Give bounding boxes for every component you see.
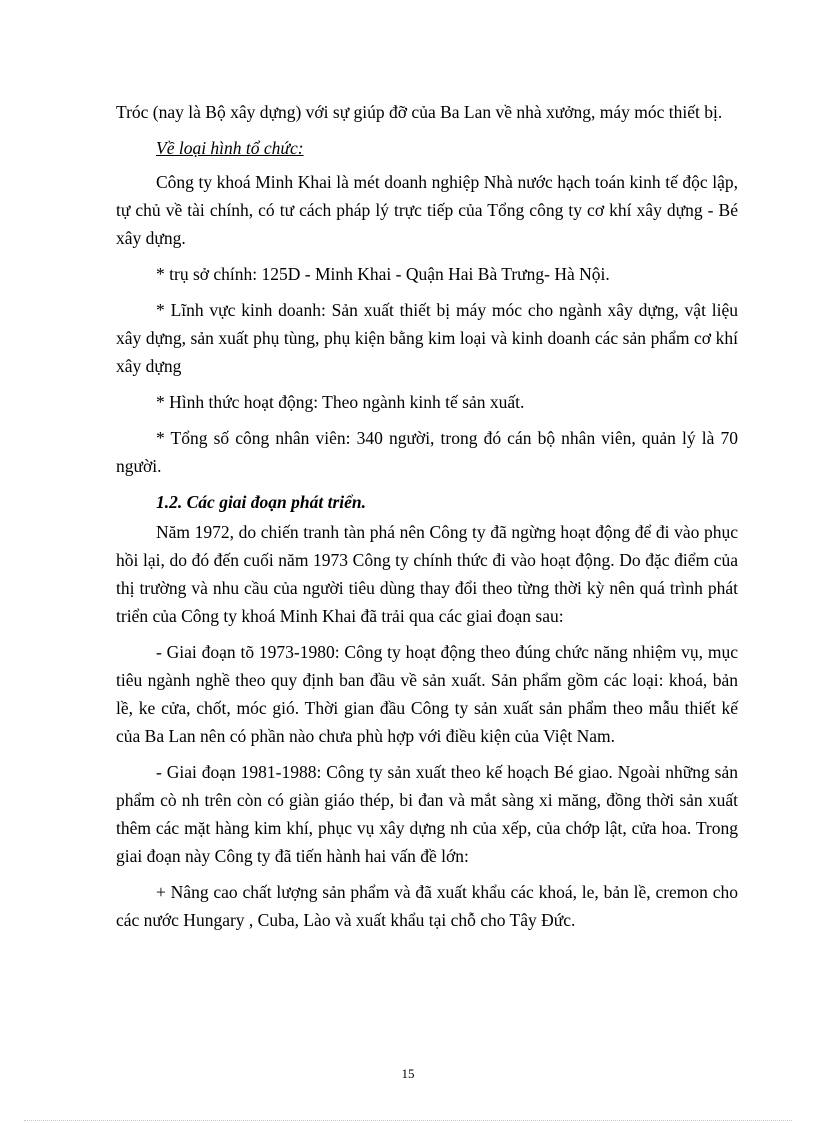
paragraph-history-intro: Năm 1972, do chiến tranh tàn phá nên Công ty đã ngừng hoạt động để đi vào phục hồi lại, do đó đến cuối năm 1973 Công ty chính thức đi vào hoạt động. Do đặc điểm của thị trường và nhu cầu của người tiêu dùng thay đổi theo từng thời kỳ nên quá trình phát triển của Công ty khoá Minh Khai đã trải qua các giai đoạn sau:	[116, 522, 738, 626]
paragraph-continuation: Tróc (nay là Bộ xây dựng) với sự giúp đỡ của Ba Lan về nhà xưởng, máy móc thiết bị.	[116, 102, 723, 122]
footer-divider	[24, 1120, 792, 1121]
paragraph-employee-count: * Tổng số công nhân viên: 340 người, trong đó cán bộ nhân viên, quản lý là 70 người.	[116, 428, 738, 476]
page-body	[116, 98, 738, 942]
section-heading-organization: Về loại hình tổ chức:	[156, 138, 304, 158]
paragraph-business-field: * Lĩnh vực kinh doanh: Sản xuất thiết bị máy móc cho ngành xây dựng, vật liệu xây dựng, sản xuất phụ tùng, phụ kiện bằng kim loại và kinh doanh các sản phẩm cơ khí xây dựng	[116, 300, 738, 376]
paragraph-stage-1981-1988: - Giai đoạn 1981-1988: Công ty sản xuất theo kế hoạch Bé giao. Ngoài những sản phẩm cò nh trên còn có giàn giáo thép, bi đan và mắt sàng xi măng, đồng thời sản xuất thêm các mặt hàng kim khí, phục vụ xây dựng nh của xếp, của chớp lật, cửa hoa. Trong giai đoạn này Công ty đã tiến hành hai vấn đề lớn:	[116, 762, 738, 866]
paragraph-stage-1973-1980: - Giai đoạn tõ 1973-1980: Công ty hoạt động theo đúng chức năng nhiệm vụ, mục tiêu ngành nghề theo quy định ban đầu về sản xuất. Sản phẩm gồm các loại: khoá, bản lề, ke cửa, chốt, móc gió. Thời gian đầu Công ty sản xuất sản phẩm theo mẫu thiết kế của Ba Lan nên có phần nào chưa phù hợp với điều kiện của Việt Nam.	[116, 642, 738, 746]
paragraph-quality-export: + Nâng cao chất lượng sản phẩm và đã xuất khẩu các khoá, le, bản lề, cremon cho các nước Hungary , Cuba, Lào và xuất khẩu tại chỗ cho Tây Đức.	[116, 882, 738, 930]
paragraph-operation-form: * Hình thức hoạt động: Theo ngành kinh tế sản xuất.	[156, 392, 525, 412]
page-number: 15	[401, 1066, 415, 1081]
section-heading-development-stages: 1.2. Các giai đoạn phát triển.	[156, 492, 367, 512]
paragraph-company-description: Công ty khoá Minh Khai là mét doanh nghiệp Nhà nước hạch toán kinh tế độc lập, tự chủ về tài chính, có tư cách pháp lý trực tiếp của Tổng công ty cơ khí xây dựng - Bé xây dựng.	[116, 172, 738, 248]
paragraph-headquarters: * trụ sở chính: 125D - Minh Khai - Quận Hai Bà Trưng- Hà Nội.	[156, 264, 610, 284]
